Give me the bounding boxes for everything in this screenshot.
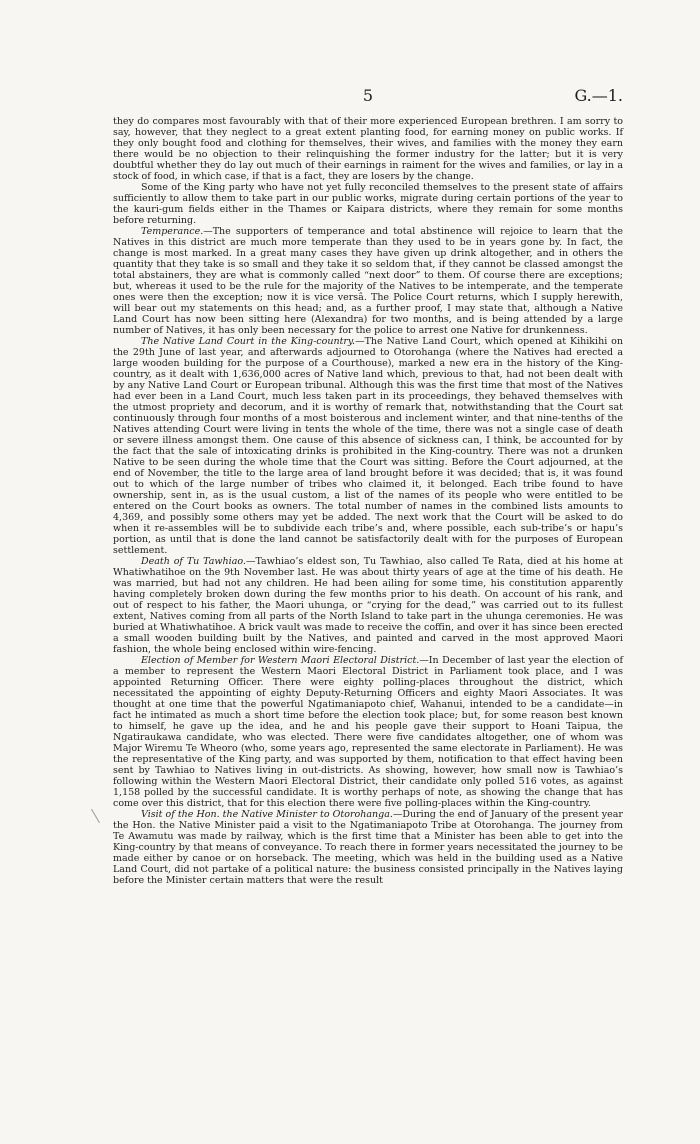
paragraph-text: —During the end of January of the present year the Hon. the Native Minister paid a visit to the Ngatimaniapoto Tribe at Otorohanga. The journey from Te Awamutu was made by railway, which is the first time that a Minister has been able to get into the King-country by that means of conveyance. To reach there in former years necessitated the journey to be made either by canoe or on horseback. The meeting, which was held in the building used as a Native Land Court, did not partake of a political nature: the business consisted principally in the Natives laying before the Minister certain matters that were the result <box>113 809 623 886</box>
paragraph-death-tu-tawhiao <box>113 556 623 655</box>
paragraph-minister-visit <box>113 809 623 886</box>
paragraph-1 <box>113 116 623 182</box>
section-heading: The Native Land Court in the King-country. <box>141 336 356 347</box>
paragraph-text: —In December of last year the election of a member to represent the Western Maori Electoral District in Parliament took place, and I was appointed Returning Officer. There were eighty polling-places throughout the district, which necessitated the appointing of eighty Deputy-Returning Officers and eighty Maori Associates. It was thought at one time that the powerful Ngatimaniapoto chief, Wahanui, intended to be a candidate—in fact he intimated as much a short time before the election took place; but, for some reason best known to himself, he gave up the idea, and he and his people gave their support to Hoani Taipua, the Ngatiraukawa candidate, who was elected. There were five candidates altogether, one of whom was Major Wiremu Te Wheoro (who, some years ago, represented the same electorate in Parliament). He was the representative of the King party, and was supported by them, notification to that effect having been sent by Tawhiao to Natives living in out-districts. As showing, however, how small now is Tawhiao’s following within the Western Maori Electoral District, their candidate only polled 516 votes, as against 1,158 polled by the successful candidate. It is worthy perhaps of note, as showing the change that has come over this district, that for this election there were five polling-places within the King-country. <box>113 655 623 809</box>
margin-mark <box>92 808 100 824</box>
paragraph-text: —The supporters of temperance and total abstinence will rejoice to learn that the Natives in this district are much more temperate than they used to be in years gone by. In fact, the change is most marked. In a great many cases they have given up drink altogether, and in others the quantity that they take is so small and they take it so seldom that, if they cannot be classed amongst the total abstainers, they are what is commonly called “next door” to them. Of course there are exceptions; but, whereas it used to be the rule for the majority of the Natives to be intemperate, and the temperate ones were then the exception; now it is vice versâ. The Police Court returns, which I supply herewith, will bear out my statements on this head; and, as a further proof, I may state that, although a Native Land Court has now been sitting here (Alexandra) for two months, and is being attended by a large number of Natives, it has only been necessary for the police to arrest one Native for drunkenness. <box>113 226 623 336</box>
paragraph-text: —Tawhiao’s eldest son, Tu Tawhiao, also called Te Rata, died at his home at Whatiwhatihoe on the 9th November last. He was about thirty years of age at the time of his death. He was married, but had not any children. He had been ailing for some time, his constitution apparently having completely broken down during the few months prior to his death. On account of his rank, and out of respect to his father, the Maori uhunga, or “crying for the dead,” was carried out to its fullest extent, Natives coming from all parts of the North Island to take part in the uhunga ceremonies. He was buried at Whatiwhatihoe. A brick vault was made to receive the coffin, and over it has since been erected a small wooden building built by the Natives, and painted and carved in the most approved Maori fashion, the whole being enclosed within wire-fencing. <box>113 556 623 655</box>
paragraph-temperance <box>113 226 623 336</box>
paragraph-text: Some of the King party who have not yet fully reconciled themselves to the present state of affairs sufficiently to allow them to take part in our public works, migrate during certain portions of the year to the kauri-gum fields either in the Thames or Kaipara districts, where they remain for some months before returning. <box>113 182 623 226</box>
paragraph-land-court <box>113 336 623 556</box>
paragraph-election <box>113 655 623 809</box>
section-heading: Election of Member for Western Maori Electoral District. <box>141 655 420 666</box>
section-heading: Death of Tu Tawhiao. <box>141 556 246 567</box>
paragraph-text: they do compares most favourably with that of their more experienced European brethren. I am sorry to say, however, that they neglect to a great extent planting food, for earning money on public works. If they only bought food and clothing for themselves, their wives, and families with the money they earn there would be no objection to their relinquishing the former industry for the latter; but it is very doubtful whether they do lay out much of their earnings in raiment for the wives and families, or lay in a stock of food, in which case, if that is a fact, they are losers by the change. <box>113 116 623 182</box>
page-number: 5 <box>362 86 374 105</box>
paragraph-text: —The Native Land Court, which opened at Kihikihi on the 29th June of last year, and afterwards adjourned to Otorohanga (where the Natives had erected a large wooden building for the purpose of a Courthouse), marked a new era in the history of the King-country, as it dealt with 1,636,000 acres of Native land which, previous to that, had not been dealt with by any Native Land Court or European tribunal. Although this was the first time that most of the Natives had ever been in a Land Court, much less taken part in its proceedings, they behaved themselves with the utmost propriety and decorum, and it is worthy of remark that, notwithstanding that the Court sat continuously through four months of a most boisterous and inclement winter, and that nine-tenths of the Natives attending Court were living in tents the whole of the time, there was not a single case of death or severe illness amongst them. One cause of this absence of sickness can, I think, be accounted for by the fact that the sale of intoxicating drinks is prohibited in the King-country. There was not a drunken Native to be seen during the whole time that the Court was sitting. Before the Court adjourned, at the end of November, the title to the large area of land brought before it was decided; that is, it was found out to which of the large number of tribes who claimed it, it belonged. Each tribe found to have ownership, sent in, as is the usual custom, a list of the names of its people who were entitled to be entered on the Court books as owners. The total number of names in the combined lists amounts to 4,369, and possibly some others may yet be added. The next work that the Court will be asked to do when it re-assembles will be to subdivide each tribe’s and, where possible, each sub-tribe’s or hapu’s portion, as until that is done the land cannot be satisfactorily dealt with for the purposes of European settlement. <box>113 336 623 556</box>
section-heading: Temperance. <box>141 226 204 237</box>
section-heading: Visit of the Hon. the Native Minister to Otorohanga. <box>141 809 393 820</box>
page-header <box>113 86 623 106</box>
paragraph-2 <box>113 182 623 226</box>
body-text <box>113 116 623 886</box>
document-reference: G.—1. <box>574 86 623 105</box>
